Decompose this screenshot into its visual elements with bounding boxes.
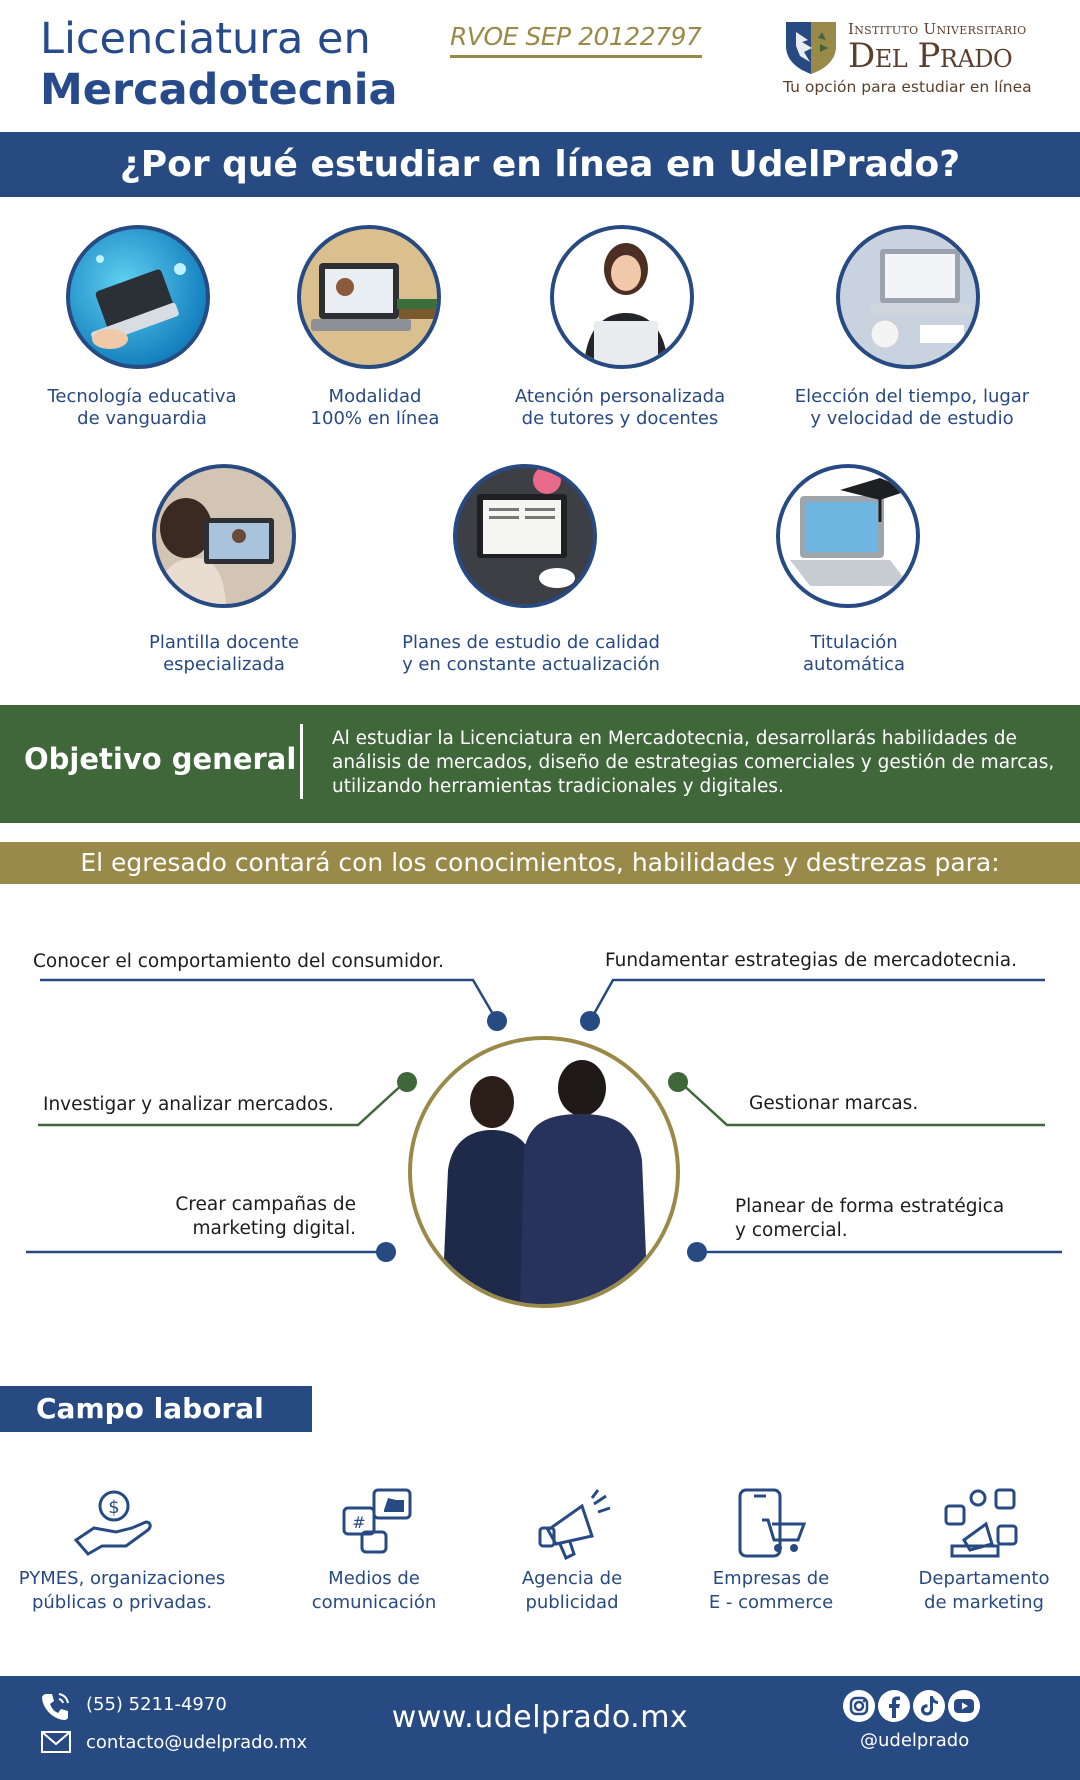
egresado-heading: El egresado contará con los conocimientos, habilidades y destrezas para: xyxy=(0,842,1080,884)
feature-photo-support xyxy=(550,225,694,369)
youtube-icon[interactable] xyxy=(948,1690,980,1722)
logo-text-instituto: Instituto Universitario xyxy=(848,20,1027,38)
job-label-media: Medios de comunicación xyxy=(311,1568,437,1613)
social-media-icon xyxy=(334,1488,418,1560)
objetivo-title: Objetivo general xyxy=(24,742,297,776)
footer-website[interactable]: www.udelprado.mx xyxy=(391,1700,689,1735)
feature-label-graduation: Titulación automática xyxy=(802,632,906,675)
objetivo-divider xyxy=(300,724,303,799)
objetivo-text: Al estudiar la Licenciatura en Mercadotecnia, desarrollarás habilidades de análisis de mercados, diseño de estrategias comerciales y gestión de marcas, utilizando herramientas tradicionales y digitales. xyxy=(332,728,1055,797)
campo-laboral-title: Campo laboral xyxy=(0,1386,312,1432)
footer-social-handle[interactable]: @udelprado xyxy=(860,1730,970,1751)
marketing-icon xyxy=(942,1488,1026,1560)
tiktok-icon[interactable] xyxy=(913,1690,945,1722)
logo-shield-icon xyxy=(782,18,840,76)
feature-label-teachers: Plantilla docente especializada xyxy=(148,632,300,675)
footer-phone[interactable]: (55) 5211-4970 xyxy=(86,1694,227,1715)
title-line-1: Licenciatura en xyxy=(40,14,371,64)
feature-label-tech: Tecnología educativa de vanguardia xyxy=(47,386,237,429)
feature-photo-teachers xyxy=(152,464,296,608)
skill-strategic-planning: Planear de forma estratégica y comercial. xyxy=(735,1196,1005,1241)
why-study-banner: ¿Por qué estudiar en línea en UdelPrado? xyxy=(0,132,1080,197)
rvoe-label: RVOE SEP 20122797 xyxy=(450,22,702,51)
feature-label-support: Atención personalizada de tutores y docentes xyxy=(514,386,726,429)
feature-photo-study-plans xyxy=(453,464,597,608)
footer-email[interactable]: contacto@udelprado.mx xyxy=(86,1732,308,1753)
svg-text:$: $ xyxy=(108,1497,120,1518)
facebook-icon[interactable] xyxy=(878,1690,910,1722)
feature-photo-graduation xyxy=(776,464,920,608)
skill-brand-management: Gestionar marcas. xyxy=(749,1093,919,1114)
skill-market-research: Investigar y analizar mercados. xyxy=(43,1094,334,1115)
title-line-2: Mercadotecnia xyxy=(40,65,398,115)
feature-label-study-plans: Planes de estudio de calidad y en constante actualización xyxy=(402,632,660,675)
feature-label-online: Modalidad 100% en línea xyxy=(310,386,440,429)
logo-text-del-prado: Del Prado xyxy=(848,36,1013,76)
skill-digital-campaigns: Crear campañas de marketing digital. xyxy=(175,1194,356,1239)
feature-photo-schedule xyxy=(836,225,980,369)
skill-marketing-strategies: Fundamentar estrategias de mercadotecnia. xyxy=(605,950,1018,971)
megaphone-icon xyxy=(530,1488,614,1560)
job-label-agency: Agencia de publicidad xyxy=(521,1568,623,1613)
rvoe-underline xyxy=(450,55,702,58)
instagram-icon[interactable] xyxy=(843,1690,875,1722)
page-title xyxy=(40,14,398,116)
logo-tagline: Tu opción para estudiar en línea xyxy=(783,78,1032,96)
skill-consumer-behavior: Conocer el comportamiento del consumidor. xyxy=(33,951,444,972)
feature-photo-online xyxy=(297,225,441,369)
job-label-ecommerce: Empresas de E - commerce xyxy=(708,1568,834,1613)
feature-label-schedule: Elección del tiempo, lugar y velocidad de estudio xyxy=(794,386,1030,429)
feature-photo-tech xyxy=(66,225,210,369)
mobile-cart-icon xyxy=(728,1488,812,1560)
svg-text:#: # xyxy=(352,1513,366,1532)
job-label-marketing: Departamento de marketing xyxy=(918,1568,1050,1613)
money-hand-icon xyxy=(72,1488,156,1560)
job-label-pymes: PYMES, organizaciones públicas o privadas. xyxy=(18,1568,226,1613)
graduates-photo xyxy=(408,1036,680,1308)
